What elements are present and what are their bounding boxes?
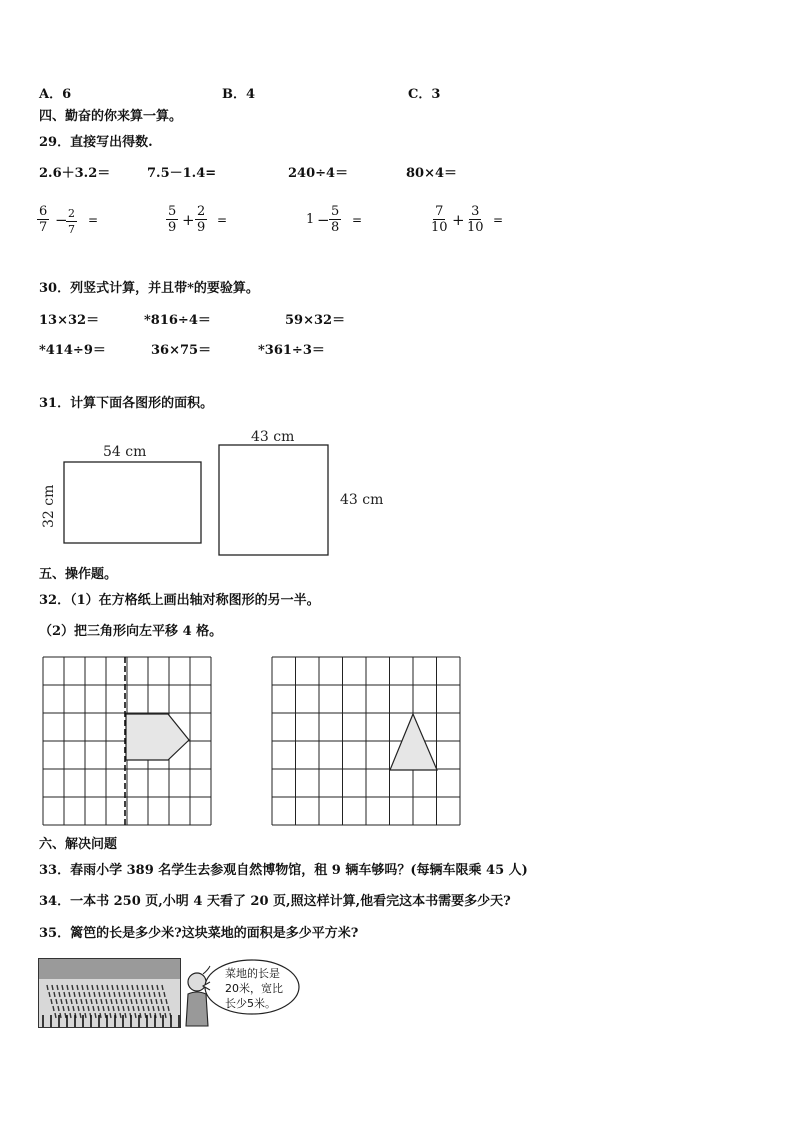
operator: + (452, 211, 465, 229)
section-4-heading: 四、勤奋的你来算一算。 (39, 109, 183, 124)
q29-expr-4: 80×4＝ (406, 166, 458, 181)
plant-stroke (149, 992, 150, 997)
plant-stroke (89, 992, 90, 997)
section-5-heading: 五、操作题。 (39, 567, 118, 582)
square-top-label: 43 cm (251, 429, 295, 445)
q31-title: 31．计算下面各图形的面积。 (39, 396, 214, 411)
plant-stroke (148, 1006, 149, 1011)
plant-stroke (87, 985, 88, 990)
plant-stroke (137, 985, 138, 990)
plant-stroke (116, 999, 117, 1004)
q30-expr-2: *816÷4＝ (144, 313, 211, 328)
plant-stroke (144, 992, 145, 997)
plant-stroke (112, 985, 113, 990)
plant-stroke (157, 985, 158, 990)
plant-stroke (78, 1006, 79, 1011)
plant-stroke (135, 1013, 136, 1018)
plant-stroke (126, 999, 127, 1004)
plant-stroke (151, 999, 152, 1004)
plant-stroke (71, 999, 72, 1004)
plant-stroke (68, 1006, 69, 1011)
option-b: B．4 (222, 87, 256, 102)
q30-expr-3: 59×32＝ (285, 313, 346, 328)
plant-stroke (142, 985, 143, 990)
plant-stroke (86, 999, 87, 1004)
translation-grid (272, 657, 462, 825)
whole-number: 1 (306, 212, 315, 227)
plant-stroke (76, 999, 77, 1004)
plant-stroke (54, 992, 55, 997)
plant-stroke (67, 985, 68, 990)
plant-stroke (117, 985, 118, 990)
plant-stroke (113, 1006, 114, 1011)
rectangle-shape (64, 462, 201, 543)
plant-stroke (150, 1013, 151, 1018)
plant-stroke (145, 1013, 146, 1018)
numerator: 6 (39, 204, 48, 219)
plant-stroke (62, 985, 63, 990)
q29-title: 29．直接写出得数. (39, 135, 153, 150)
bubble-line-3: 长少5米。 (225, 997, 276, 1010)
plant-stroke (114, 992, 115, 997)
plant-stroke (164, 992, 165, 997)
plant-stroke (168, 1006, 169, 1011)
plant-stroke (134, 992, 135, 997)
plant-stroke (161, 999, 162, 1004)
plant-stroke (140, 1013, 141, 1018)
vegetable-garden-picture (38, 958, 181, 1028)
q30-expr-5: 36×75＝ (151, 343, 212, 358)
plant-stroke (98, 1006, 99, 1011)
plant-stroke (107, 985, 108, 990)
plant-stroke (141, 999, 142, 1004)
plant-stroke (64, 992, 65, 997)
plant-stroke (101, 999, 102, 1004)
plant-stroke (108, 1006, 109, 1011)
plant-stroke (94, 992, 95, 997)
q29-expr-3: 240÷4＝ (288, 166, 349, 181)
q29-expr-1: 2.6＋3.2＝ (39, 166, 111, 181)
plant-stroke (136, 999, 137, 1004)
section-6-heading: 六、解决问题 (39, 837, 118, 852)
plant-stroke (53, 1006, 54, 1011)
q29-expr-2: 7.5－1.4= (147, 166, 217, 181)
denominator: 9 (197, 220, 206, 235)
symmetry-grid (43, 657, 213, 825)
plant-stroke (162, 985, 163, 990)
plant-stroke (73, 1006, 74, 1011)
plant-stroke (69, 992, 70, 997)
plant-stroke (103, 1006, 104, 1011)
plant-stroke (95, 1013, 96, 1018)
rect-width-label: 54 cm (103, 444, 147, 460)
plant-stroke (127, 985, 128, 990)
numerator: 5 (331, 204, 340, 219)
plant-stroke (61, 999, 62, 1004)
option-c: C．3 (408, 87, 441, 102)
plant-stroke (143, 1006, 144, 1011)
numerator: 3 (471, 204, 480, 219)
plant-stroke (139, 992, 140, 997)
q34-text: 34．一本书 250 页,小明 4 天看了 20 页,照这样计算,他看完这本书需要多少天? (39, 894, 511, 909)
garden-illustration (39, 959, 180, 1027)
denominator: 10 (467, 220, 484, 235)
plant-stroke (128, 1006, 129, 1011)
grid-lines (272, 657, 460, 825)
plant-stroke (129, 992, 130, 997)
plant-stroke (119, 992, 120, 997)
triangle-shape (390, 714, 437, 770)
option-a: A．6 (39, 87, 72, 102)
plant-stroke (93, 1006, 94, 1011)
plant-stroke (160, 1013, 161, 1018)
plant-stroke (84, 992, 85, 997)
plant-stroke (120, 1013, 121, 1018)
q30-expr-1: 13×32＝ (39, 313, 100, 328)
plant-stroke (104, 992, 105, 997)
plant-stroke (65, 1013, 66, 1018)
plant-stroke (156, 999, 157, 1004)
plant-stroke (138, 1006, 139, 1011)
plant-stroke (165, 1013, 166, 1018)
q30-expr-6: *361÷3＝ (258, 343, 325, 358)
plant-stroke (49, 992, 50, 997)
operator: − (55, 211, 68, 229)
plant-stroke (74, 992, 75, 997)
plant-stroke (122, 985, 123, 990)
plant-stroke (80, 1013, 81, 1018)
plant-stroke (109, 992, 110, 997)
square-shape (219, 445, 328, 555)
rect-height-label: 32 cm (41, 484, 57, 528)
plant-stroke (70, 1013, 71, 1018)
plant-stroke (52, 985, 53, 990)
plant-stroke (51, 999, 52, 1004)
q33-text: 33．春雨小学 389 名学生去参观自然博物馆，租 9 辆车够吗？(每辆车限乘 45 人) (39, 863, 528, 878)
plant-stroke (154, 992, 155, 997)
plant-stroke (60, 1013, 61, 1018)
plant-stroke (81, 999, 82, 1004)
plant-stroke (110, 1013, 111, 1018)
plant-stroke (57, 985, 58, 990)
numerator: 2 (68, 207, 75, 220)
plant-stroke (97, 985, 98, 990)
plant-stroke (166, 999, 167, 1004)
q30-title: 30．列竖式计算，并且带*的要验算。 (39, 281, 259, 296)
plant-stroke (121, 999, 122, 1004)
equals: = (493, 213, 504, 227)
plant-stroke (133, 1006, 134, 1011)
plant-stroke (99, 992, 100, 997)
square-side-label: 43 cm (340, 492, 384, 508)
plant-stroke (102, 985, 103, 990)
plant-stroke (96, 999, 97, 1004)
q32-line-1: 32．（1）在方格纸上画出轴对称图形的另一半。 (39, 593, 320, 608)
plant-stroke (105, 1013, 106, 1018)
q30-expr-4: *414÷9＝ (39, 343, 106, 358)
bubble-line-1: 菜地的长是 (225, 967, 280, 980)
plant-stroke (88, 1006, 89, 1011)
denominator: 7 (68, 223, 75, 236)
bubble-line-2: 20米，宽比 (225, 982, 283, 995)
plant-stroke (132, 985, 133, 990)
plant-stroke (147, 985, 148, 990)
plant-stroke (124, 992, 125, 997)
numerator: 7 (435, 204, 444, 219)
plant-stroke (158, 1006, 159, 1011)
plant-stroke (146, 999, 147, 1004)
plant-stroke (63, 1006, 64, 1011)
denominator: 8 (331, 220, 340, 235)
denominator: 7 (39, 220, 48, 235)
plant-stroke (58, 1006, 59, 1011)
plant-stroke (106, 999, 107, 1004)
half-shape (126, 714, 189, 760)
plant-stroke (56, 999, 57, 1004)
operator: − (317, 211, 330, 229)
plant-stroke (100, 1013, 101, 1018)
plant-stroke (85, 1013, 86, 1018)
farmer-figure (180, 960, 310, 1030)
equals: = (352, 213, 363, 227)
plant-stroke (92, 985, 93, 990)
plant-stroke (111, 999, 112, 1004)
q35-text: 35．篱笆的长是多少米?这块菜地的面积是多少平方米? (39, 926, 359, 941)
denominator: 9 (168, 220, 177, 235)
plant-stroke (152, 985, 153, 990)
operator: + (182, 211, 195, 229)
q32-line-2: （2）把三角形向左平移 4 格。 (39, 624, 223, 639)
plant-stroke (163, 1006, 164, 1011)
plant-stroke (77, 985, 78, 990)
numerator: 2 (197, 204, 206, 219)
equals: = (217, 213, 228, 227)
plant-stroke (83, 1006, 84, 1011)
plant-stroke (131, 999, 132, 1004)
plant-stroke (66, 999, 67, 1004)
plant-stroke (79, 992, 80, 997)
plant-stroke (55, 1013, 56, 1018)
plant-stroke (72, 985, 73, 990)
numerator: 5 (168, 204, 177, 219)
plant-stroke (118, 1006, 119, 1011)
plant-stroke (59, 992, 60, 997)
plant-stroke (91, 999, 92, 1004)
equals: = (88, 213, 99, 227)
plant-stroke (47, 985, 48, 990)
plant-stroke (159, 992, 160, 997)
plant-stroke (153, 1006, 154, 1011)
denominator: 10 (431, 220, 448, 235)
plant-stroke (123, 1006, 124, 1011)
plant-stroke (125, 1013, 126, 1018)
plant-stroke (82, 985, 83, 990)
